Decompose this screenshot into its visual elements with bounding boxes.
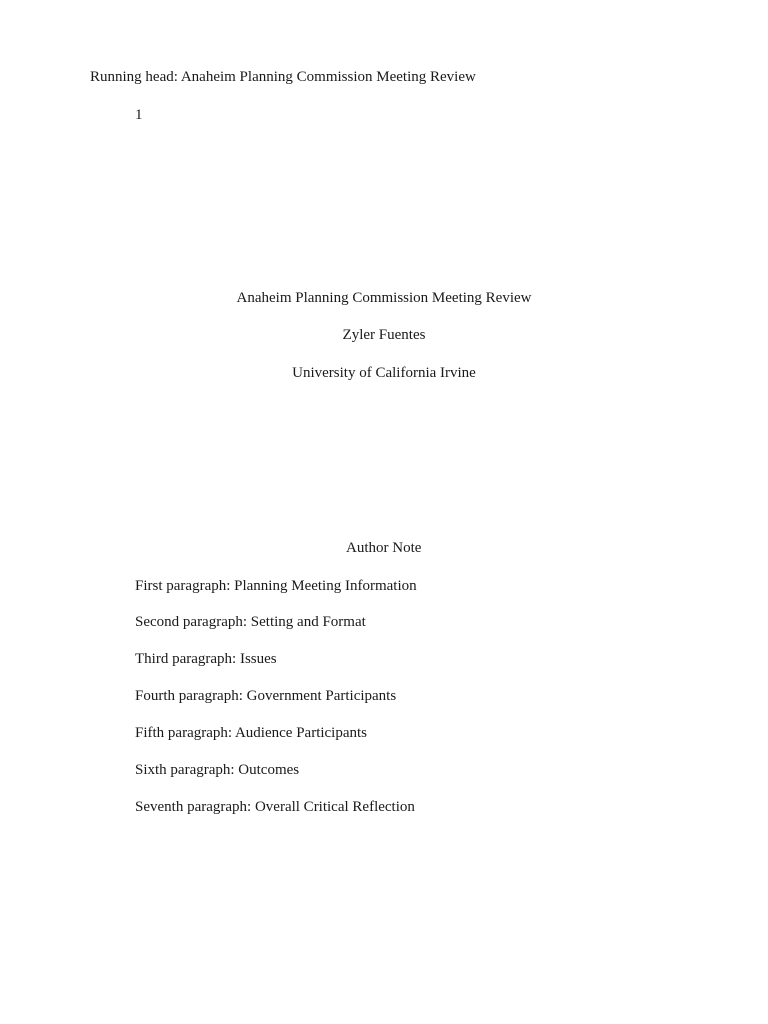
author-note-line: Third paragraph: Issues	[135, 651, 277, 667]
author-note-line: Fifth paragraph: Audience Participants	[135, 725, 368, 741]
author-note-heading: Author Note	[346, 540, 422, 556]
page-number: 1	[135, 107, 143, 123]
author-note-line: Fourth paragraph: Government Participants	[135, 688, 397, 704]
author-note-line: Sixth paragraph: Outcomes	[135, 762, 300, 778]
author-note-line: Second paragraph: Setting and Format	[135, 614, 366, 630]
author-note-line: Seventh paragraph: Overall Critical Reflection	[135, 799, 415, 815]
running-head: Running head: Anaheim Planning Commission Meeting Review	[90, 69, 476, 85]
author-note-line: First paragraph: Planning Meeting Information	[135, 578, 417, 594]
institutional-affiliation: University of California Irvine	[292, 365, 476, 381]
paper-title: Anaheim Planning Commission Meeting Review	[236, 290, 532, 306]
author-name: Zyler Fuentes	[342, 327, 426, 343]
